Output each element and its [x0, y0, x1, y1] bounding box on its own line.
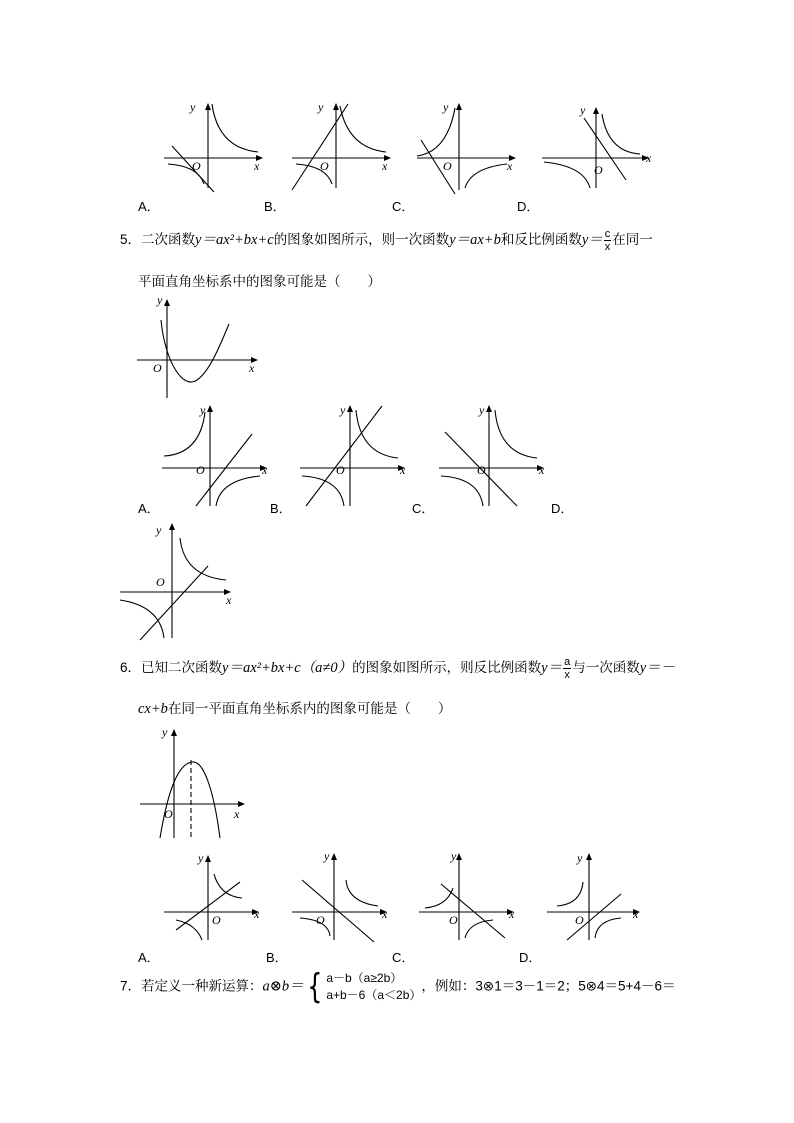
svg-text:x: x: [249, 361, 255, 375]
svg-text:O: O: [449, 913, 458, 927]
svg-text:x: x: [400, 463, 406, 477]
svg-text:y: y: [157, 293, 163, 307]
svg-text:O: O: [153, 361, 162, 375]
q5-stem-line2: 平面直角坐标系中的图象可能是（ ）: [138, 274, 381, 289]
svg-text:y: y: [577, 851, 583, 865]
svg-text:O: O: [164, 807, 173, 821]
svg-text:x: x: [646, 151, 652, 165]
q6-stem-line2: cx+b在同一平面直角坐标系内的图象可能是（ ）: [138, 701, 452, 717]
q7-stem: 7．若定义一种新运算：a⊗b＝ { a－b（a≥2b） a+b－6（a＜2b） ，例如：3⊗1＝3－1＝2；5⊗4＝5+4－6＝: [120, 967, 676, 1007]
svg-text:O: O: [575, 913, 584, 927]
svg-text:y: y: [443, 100, 449, 114]
q6-option-c[interactable]: C．: [392, 950, 415, 965]
q4-option-b[interactable]: B．: [264, 199, 286, 214]
svg-text:y: y: [340, 403, 346, 417]
q7-piecewise: { a－b（a≥2b） a+b－6（a＜2b）: [306, 967, 422, 1007]
svg-text:y: y: [479, 403, 485, 417]
q5-graph-d: [118, 522, 243, 642]
svg-text:O: O: [196, 463, 205, 477]
q4-option-a[interactable]: A．: [138, 199, 160, 214]
svg-text:x: x: [507, 159, 513, 173]
svg-text:x: x: [509, 907, 515, 921]
q5-fraction: $\frac{c}{x}$: [604, 228, 611, 253]
q5-option-c[interactable]: C．: [412, 501, 435, 516]
q5-parabola-figure: [135, 292, 265, 402]
svg-text:y: y: [156, 523, 162, 537]
svg-text:x: x: [226, 593, 232, 607]
q6-stem-line1: 6．已知二次函数y＝ax²+bx+c（a≠0）的图象如图所示，则反比例函数y＝ $\frac{a}{x}$ 与一次函数y＝－: [120, 656, 676, 681]
q4-graph-a: [160, 100, 270, 190]
svg-text:x: x: [234, 807, 240, 821]
svg-text:O: O: [320, 159, 329, 173]
q4-option-c[interactable]: C．: [392, 199, 415, 214]
q6-option-d[interactable]: D．: [519, 950, 542, 965]
q6-graph-d: [545, 848, 650, 940]
q4-option-d[interactable]: D．: [517, 199, 540, 214]
svg-text:y: y: [324, 849, 330, 863]
svg-text:O: O: [156, 575, 165, 589]
svg-text:y: y: [451, 849, 457, 863]
svg-text:O: O: [477, 463, 486, 477]
q4-graph-d: [540, 100, 660, 190]
q5-option-b[interactable]: B．: [270, 501, 292, 516]
x-axis-label: x: [254, 159, 260, 173]
q6-graph-a: [162, 848, 267, 940]
q6-parabola-figure: [138, 720, 258, 840]
svg-text:x: x: [633, 907, 639, 921]
q5-graph-c: [437, 402, 552, 507]
q5-graph-b: [298, 402, 413, 507]
q5-stem-line1: 5．二次函数y＝ax²+bx+c的图象如图所示，则一次函数y＝ax+b和反比例函数y＝ $\frac{c}{x}$ 在同一: [120, 228, 653, 253]
svg-text:O: O: [336, 463, 345, 477]
svg-text:y: y: [162, 725, 168, 739]
q4-graph-b: [288, 100, 398, 190]
q4-graph-c: [413, 100, 523, 190]
origin-label: O: [192, 159, 201, 173]
q5-option-a[interactable]: A．: [138, 501, 160, 516]
y-axis-label: y: [190, 100, 196, 114]
svg-text:y: y: [318, 100, 324, 114]
q5-graph-a: [160, 402, 275, 507]
svg-text:y: y: [580, 103, 586, 117]
svg-text:x: x: [254, 907, 260, 921]
svg-text:O: O: [212, 913, 221, 927]
svg-text:O: O: [443, 159, 452, 173]
q5-option-d[interactable]: D．: [551, 501, 574, 516]
q6-option-a[interactable]: A．: [138, 950, 160, 965]
q6-option-b[interactable]: B．: [266, 950, 288, 965]
svg-text:x: x: [382, 159, 388, 173]
q6-graph-b: [290, 848, 395, 940]
svg-text:y: y: [198, 851, 204, 865]
q6-fraction: $\frac{a}{x}$: [564, 656, 571, 681]
svg-text:x: x: [382, 907, 388, 921]
svg-text:x: x: [262, 463, 268, 477]
svg-text:x: x: [539, 463, 545, 477]
q6-graph-c: [417, 848, 522, 940]
svg-text:y: y: [200, 403, 206, 417]
svg-text:O: O: [594, 163, 603, 177]
svg-text:O: O: [316, 913, 325, 927]
